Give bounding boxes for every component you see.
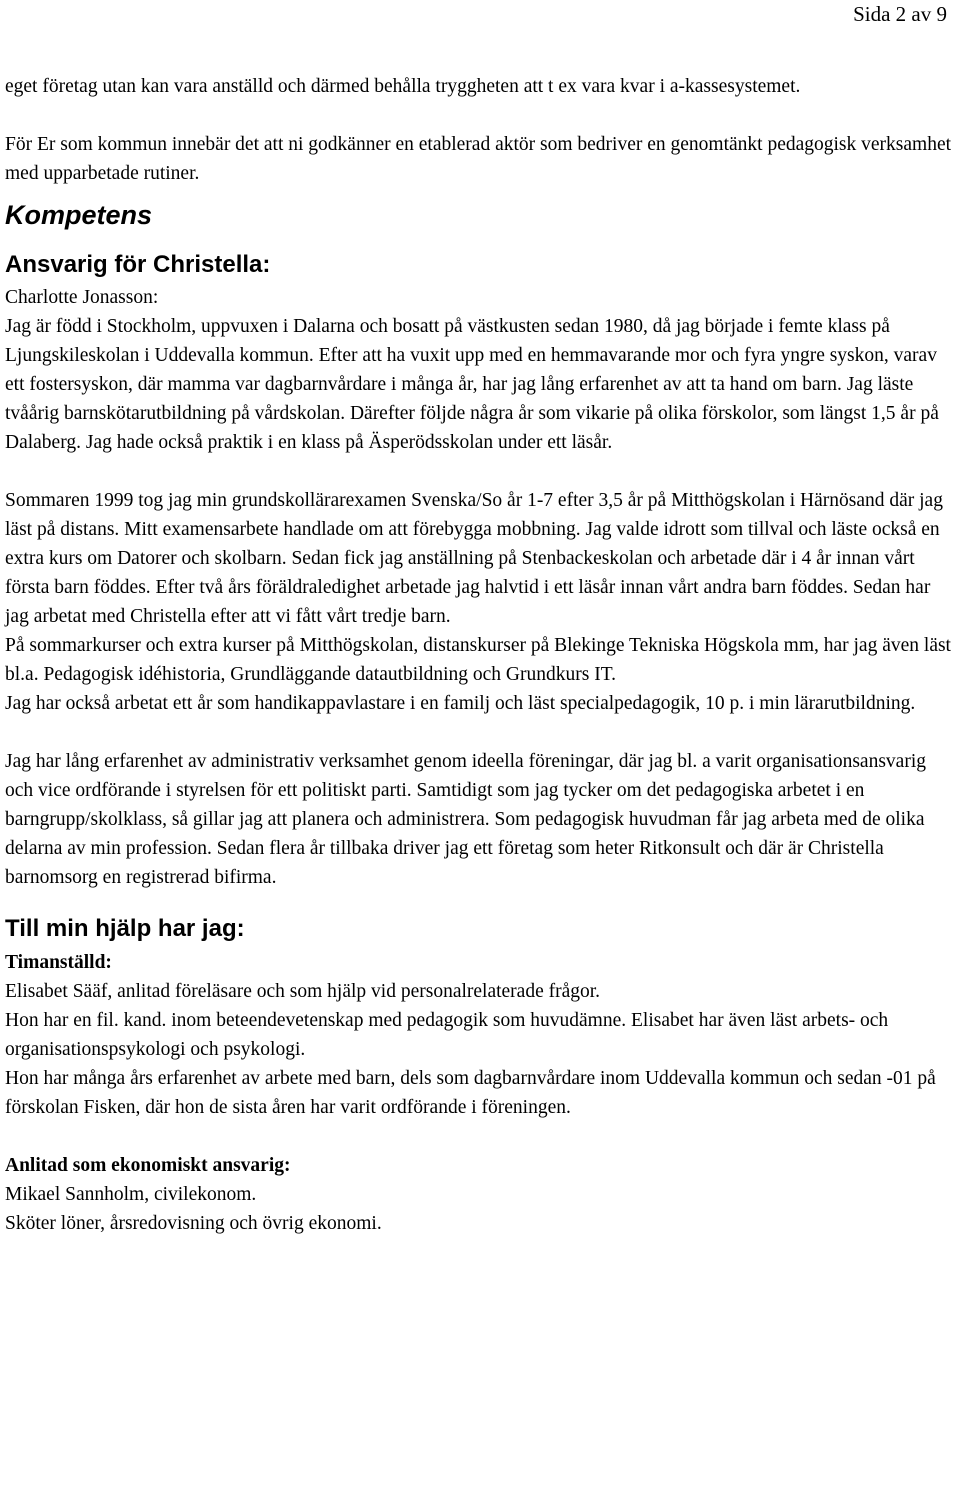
staff-paragraph-3: Hon har många års erfarenhet av arbete med barn, dels som dagbarnvårdare inom Uddevalla kommun och sedan -01 på förskolan Fisken, där hon de sista åren har varit ordförande i föreningen. xyxy=(5,1068,936,1118)
bio-paragraph-3: På sommarkurser och extra kurser på Mitthögskolan, distanskurser på Blekinge Tekniska Högskola mm, har jag även läst bl.a. Pedagogisk idéhistoria, Grundläggande datautbildning och Grundkurs IT. xyxy=(5,635,951,685)
bio-paragraph-5: Jag har lång erfarenhet av administrativ verksamhet genom ideella föreningar, där jag bl. a varit organisationsansvarig och vice ordförande i styrelsen för ett politiskt parti. Samtidigt som jag tycker om det pedagogiska arbetet i en barngrupp/skolklass, så gillar jag att planera och administrera. Som pedagogisk huvudman får jag arbeta med de olika delarna av min profession. Sedan flera år tillbaka driver jag ett företag som heter Ritkonsult och där är Christella barnomsorg en registrerad bifirma. xyxy=(5,751,926,888)
section-heading-kompetens: Kompetens xyxy=(5,200,153,230)
economist-name: Mikael Sannholm, civilekonom. xyxy=(5,1184,257,1205)
intro-paragraph-2: För Er som kommun innebär det att ni godkänner en etablerad aktör som bedriver en genomtänkt pedagogisk verksamhet med upparbetade rutiner. xyxy=(5,134,952,184)
economist-duties: Sköter löner, årsredovisning och övrig ekonomi. xyxy=(5,1213,382,1234)
intro-paragraph-1: eget företag utan kan vara anställd och därmed behålla tryggheten att t ex vara kvar i a-kassesystemet. xyxy=(5,76,801,97)
staff-paragraph-2: Hon har en fil. kand. inom beteendevetenskap med pedagogik som huvudämne. Elisabet har även läst arbets- och organisationspsykologi och psykologi. xyxy=(5,1010,889,1060)
bio-paragraph-1: Jag är född i Stockholm, uppvuxen i Dalarna och bosatt på västkusten sedan 1980, då jag började i femte klass på Ljungskileskolan i Uddevalla kommun. Efter att ha vuxit upp med en hemmavarande mor och fyra yngre syskon, varav ett fostersyskon, där mamma var dagbarnvårdare i många år, har jag lång erfarenhet av att ta hand om barn. Jag läste tvåårig barnskötarutbildning på vårdskolan. Därefter följde några år som vikarie på olika förskolor, som längst 1,5 år på Dalaberg. Jag hade också praktik i en klass på Äsperödsskolan under ett läsår. xyxy=(5,316,939,453)
responsible-name: Charlotte Jonasson: xyxy=(5,287,159,308)
label-ekonomiskt-ansvarig: Anlitad som ekonomiskt ansvarig: xyxy=(5,1155,291,1176)
staff-paragraph-1: Elisabet Sääf, anlitad föreläsare och som hjälp vid personalrelaterade frågor. xyxy=(5,981,601,1002)
page-number: Sida 2 av 9 xyxy=(853,2,947,26)
section-heading-hjalp: Till min hjälp har jag: xyxy=(5,915,245,942)
bio-paragraph-4: Jag har också arbetat ett år som handikappavlastare i en familj och läst specialpedagogik, 10 p. i min lärarutbildning. xyxy=(5,693,916,714)
label-timanstalld: Timanställd: xyxy=(5,952,112,973)
subheading-ansvarig: Ansvarig för Christella: xyxy=(5,251,271,278)
bio-paragraph-2: Sommaren 1999 tog jag min grundskollärarexamen Svenska/So år 1-7 efter 3,5 år på Mitthögskolan i Härnösand där jag läst på distans. Mitt examensarbete handlade om att förebygga mobbning. Jag valde idrott som tillval och läste också en extra kurs om Datorer och skolbarn. Sedan fick jag anställning på Stenbackeskolan och arbetade där i 4 år innan vårt första barn föddes. Efter två års föräldraledighet arbetade jag halvtid i ett läsår innan vårt andra barn föddes. Sedan har jag arbetat med Christella efter att vi fått vårt tredje barn. xyxy=(5,490,943,627)
page-content xyxy=(5,72,953,1238)
